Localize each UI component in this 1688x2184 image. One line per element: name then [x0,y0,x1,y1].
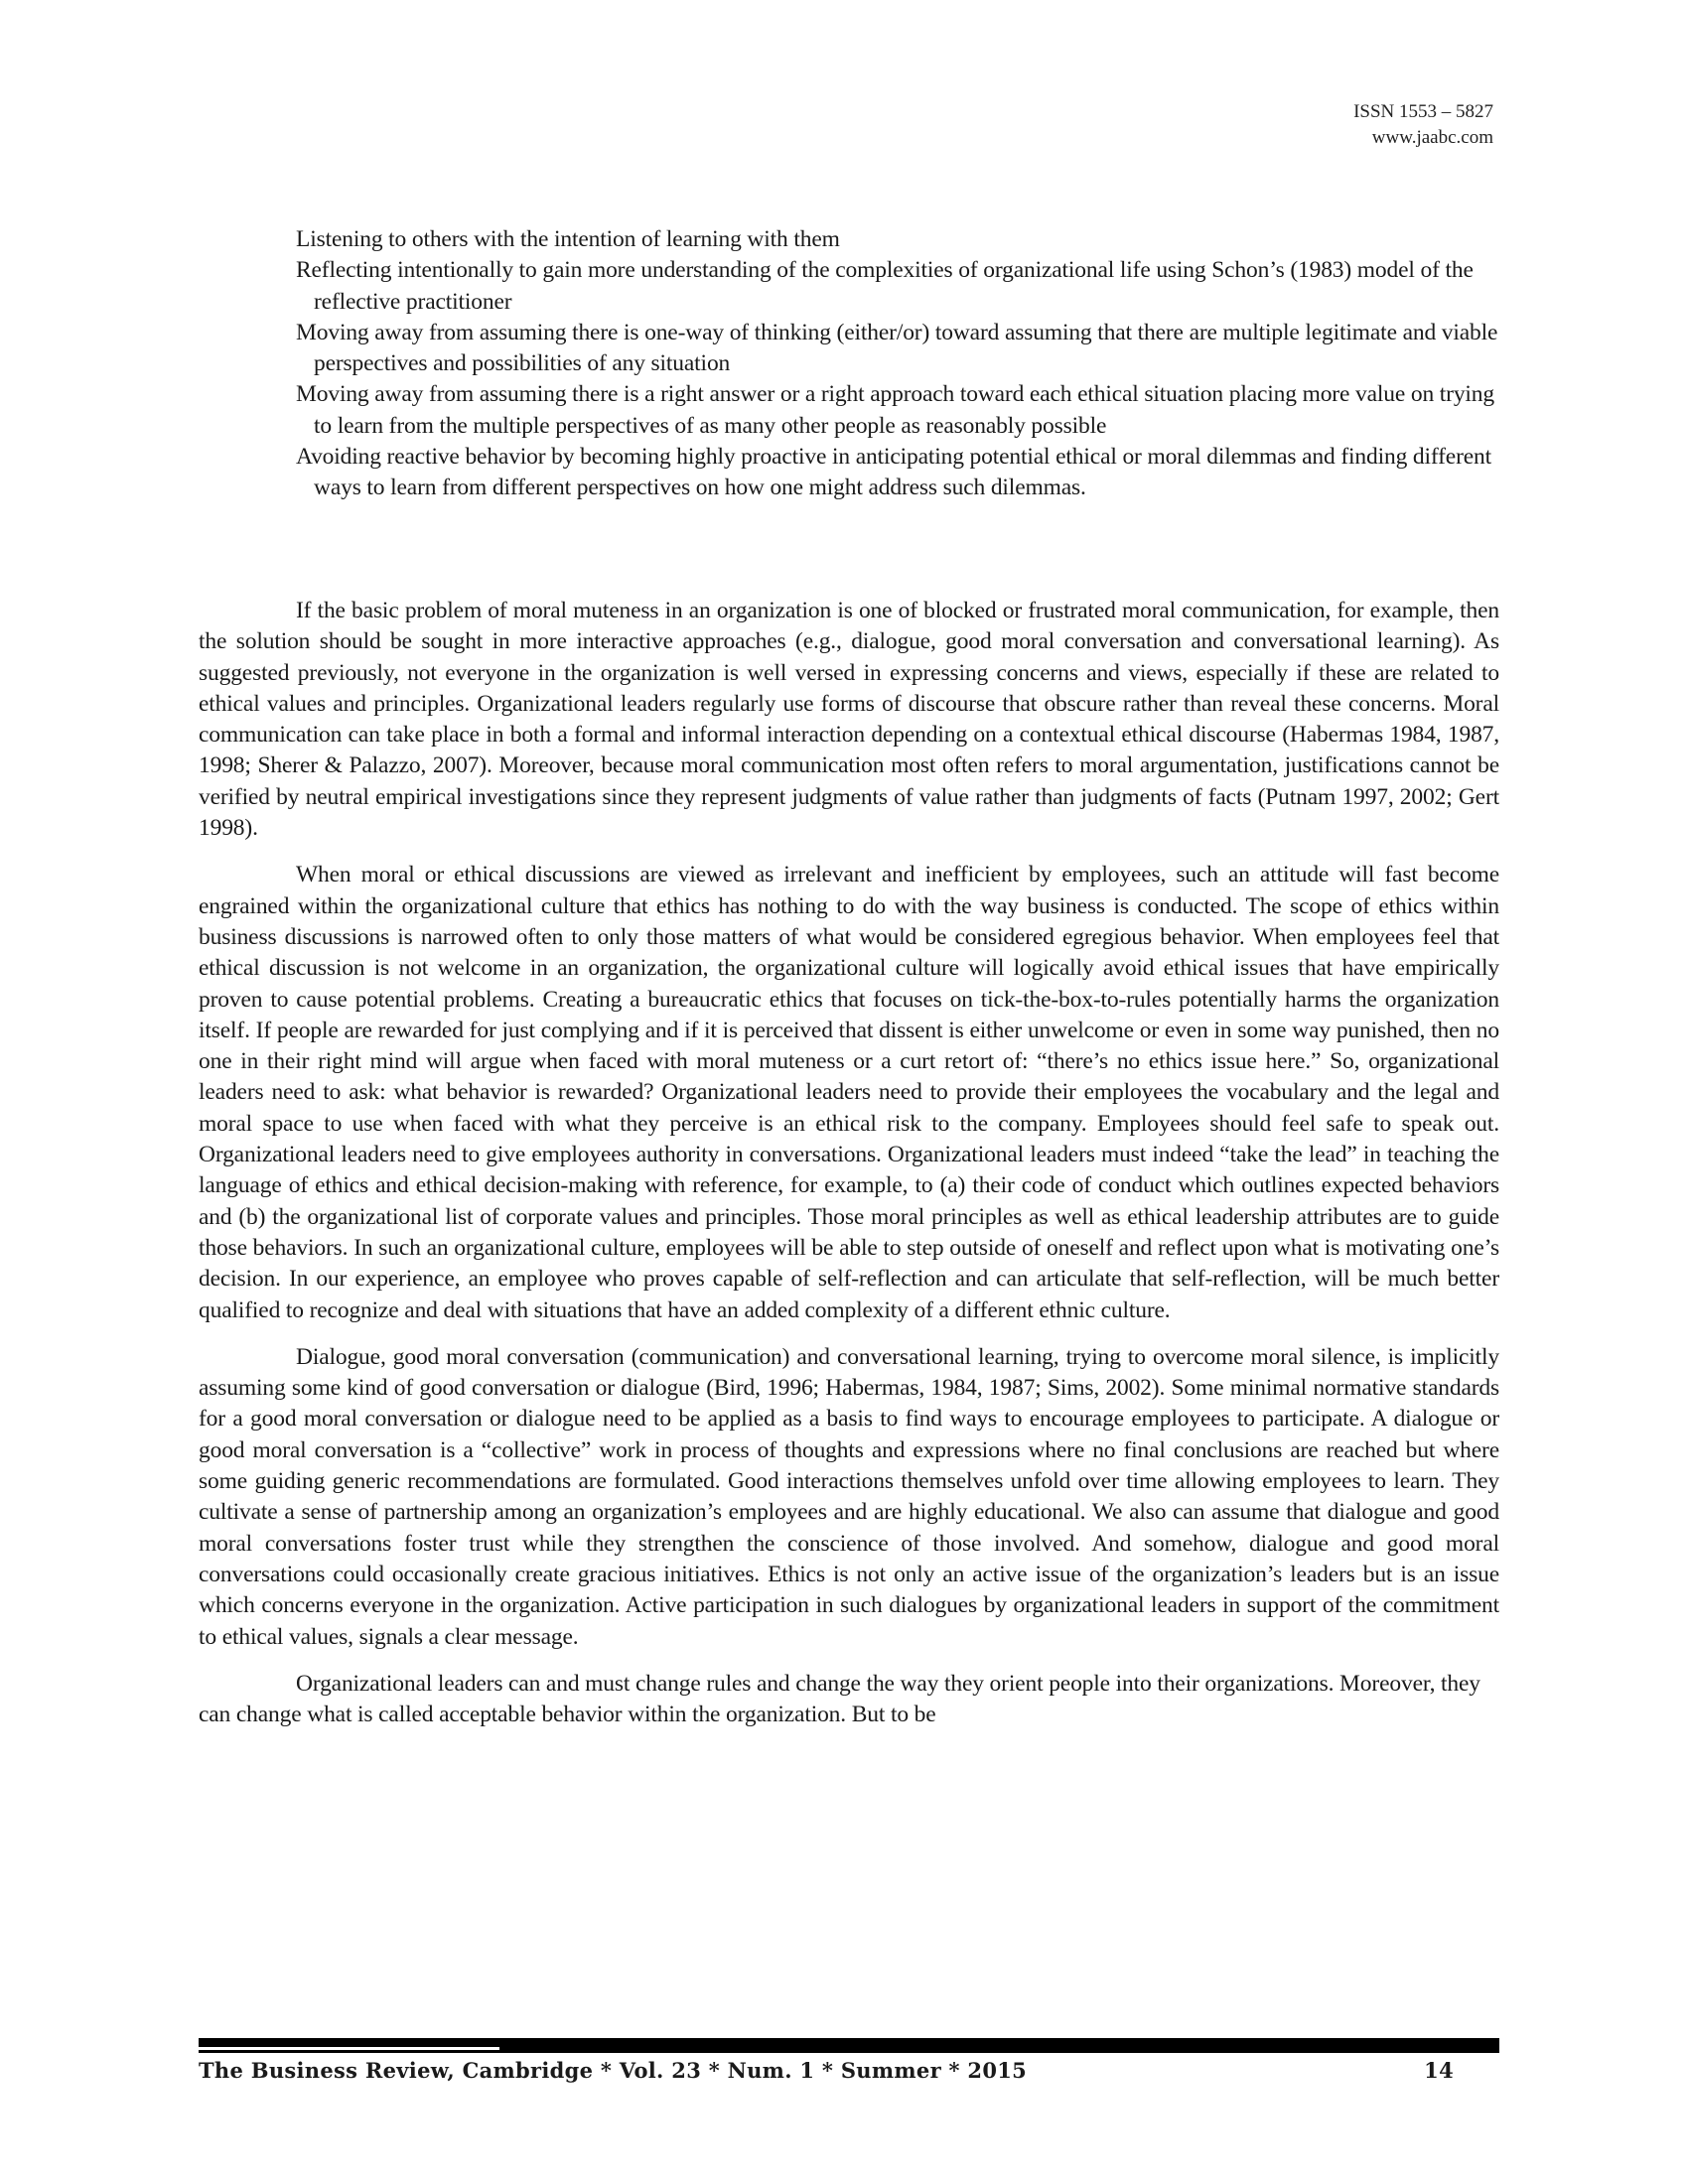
footer-rule-thin [199,2050,500,2053]
page-number: 14 [1424,2058,1454,2083]
footer-rule-right [499,2047,1499,2053]
paragraph: Organizational leaders can and must change rules and change the way they orient people into their organizations. Moreover, they can change what is called acceptable behavior within the organization. But to be [199,1670,1480,1728]
journal-citation: The Business Review, Cambridge * Vol. 23 * Num. 1 * Summer * 2015 [199,2058,1028,2083]
footer-divider [199,2038,1499,2054]
body-text [199,596,1499,1746]
list-item: Moving away from assuming there is one-way of thinking (either/or) toward assuming that there are multiple legitimate and viable perspectives and possibilities of any situation [296,319,1498,377]
list-item: Avoiding reactive behavior by becoming highly proactive in anticipating potential ethical or moral dilemmas and finding different ways to learn from different perspectives on how one might address such dilemmas. [296,444,1492,501]
list-item: Listening to others with the intention of learning with them [296,226,840,252]
paragraph: Dialogue, good moral conversation (communication) and conversational learning, trying to overcome moral silence, is implicitly assuming some kind of good conversation or dialogue (Bird, 1996; Habermas, 1984, 1987; Sims, 2002). Some minimal normative standards for a good moral conversation or dialogue need to be applied as a basis to find ways to encourage employees to participate. A dialogue or good moral conversation is a “collective” work in process of thoughts and expressions where no final conclusions are reached but where some guiding generic recommendations are formulated. Good interactions themselves unfold over time allowing employees to learn. They cultivate a sense of partnership among an organization’s employees and are highly educational. We also can assume that dialogue and good moral conversations foster trust while they strengthen the conscience of those involved. And somehow, dialogue and good moral conversations could occasionally create gracious initiatives. Ethics is not only an active issue of the organization’s leaders but is an issue which concerns everyone in the organization. Active participation in such dialogues by organizational leaders in support of the commitment to ethical values, signals a clear message. [199,1343,1499,1650]
bullet-list [296,224,1499,504]
issn: ISSN 1553 – 5827 [1353,101,1493,122]
website-link[interactable]: www.jaabc.com [1371,127,1493,148]
list-item: Moving away from assuming there is a right answer or a right approach toward each ethical situation placing more value on trying to learn from the multiple perspectives of as many other people as reasonably possible [296,381,1495,439]
footer-rule-thick [199,2038,1499,2047]
paragraph: If the basic problem of moral muteness in an organization is one of blocked or frustrated moral communication, for example, then the solution should be sought in more interactive approaches (e.g., dialogue, good moral conversation and conversational learning). As suggested previously, not everyone in the organization is well versed in expressing concerns and views, especially if these are related to ethical values and principles. Organizational leaders regularly use forms of discourse that obscure rather than reveal these concerns. Moral communication can take place in both a formal and informal interaction depending on a contextual ethical discourse (Habermas 1984, 1987, 1998; Sherer & Palazzo, 2007). Moreover, because moral communication most often refers to moral argumentation, justifications cannot be verified by neutral empirical investigations since they represent judgments of value rather than judgments of facts (Putnam 1997, 2002; Gert 1998). [199,598,1499,842]
paragraph: When moral or ethical discussions are viewed as irrelevant and inefficient by employees, such an attitude will fast become engrained within the organizational culture that ethics has nothing to do with the way business is conducted. The scope of ethics within business discussions is narrowed often to only those matters of what would be considered egregious behavior. When employees feel that ethical discussion is not welcome in an organization, the organizational culture will logically avoid ethical issues that have empirically proven to cause potential problems. Creating a bureaucratic ethics that focuses on tick-the-box-to-rules potentially harms the organization itself. If people are rewarded for just complying and if it is perceived that dissent is either unwelcome or even in some way punished, then no one in their right mind will argue when faced with moral muteness or a curt retort of: “there’s no ethics issue here.” So, organizational leaders need to ask: what behavior is rewarded? Organizational leaders need to provide their employees the vocabulary and the legal and moral space to use when faced with what they perceive is an ethical risk to the company. Employees should feel safe to speak out. Organizational leaders need to give employees authority in conversations. Organizational leaders must indeed “take the lead” in teaching the language of ethics and ethical decision-making with reference, for example, to (a) their code of conduct which outlines expected behaviors and (b) the organizational list of corporate values and principles. Those moral principles as well as ethical leadership attributes are to guide those behaviors. In such an organizational culture, employees will be able to step outside of oneself and reflect upon what is motivating one’s decision. In our experience, an employee who proves capable of self-reflection and can articulate that self-reflection, will be much better qualified to recognize and deal with situations that have an added complexity of a different ethnic culture. [199,862,1499,1323]
page-header [1353,99,1493,151]
list-item: Reflecting intentionally to gain more understanding of the complexities of organizational life using Schon’s (1983) model of the reflective practitioner [296,257,1474,315]
